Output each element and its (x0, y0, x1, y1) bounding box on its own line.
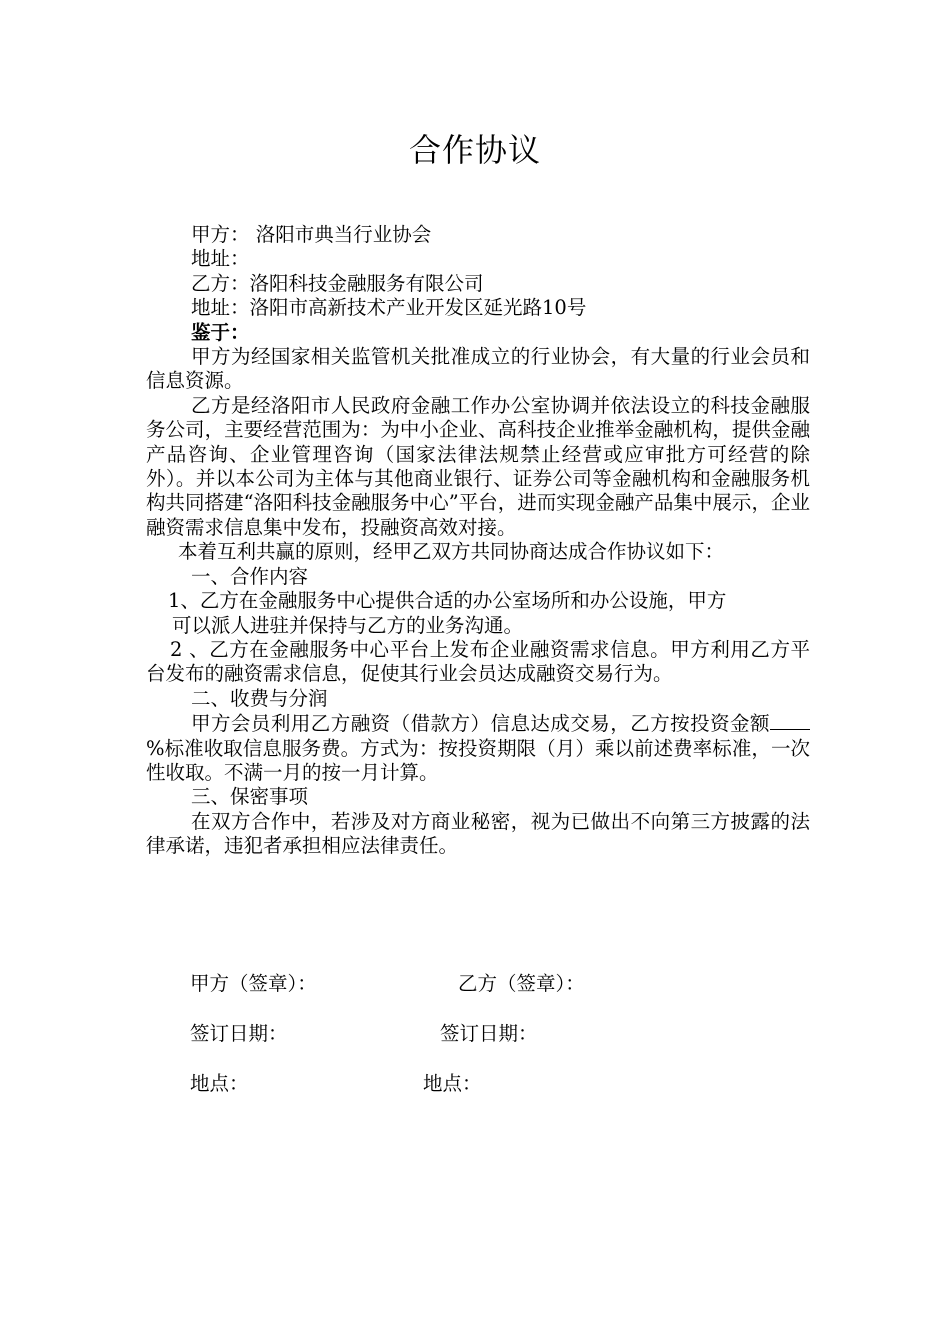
fee-rate-blank (770, 711, 810, 730)
fee-paragraph (146, 711, 810, 785)
document-title: 合作协议 (408, 131, 541, 169)
item1-line1: 1、乙方在金融服务中心提供合适的办公室场所和办公设施，甲方 (168, 589, 727, 613)
party-a-seal-label: 甲方（签章）： (190, 972, 317, 995)
party-b-seal-label: 乙方（签章）： (458, 972, 585, 995)
principle-paragraph: 本着互利共赢的原则，经甲乙双方共同协商达成合作协议如下： (178, 540, 725, 564)
whereas-heading: 鉴于： (191, 320, 250, 344)
confidentiality-paragraph: 在双方合作中，若涉及对方商业秘密，视为已做出不向第三方披露的法律承诺，违犯者承担相应法律责任。 (146, 809, 810, 858)
party-a-date-label: 签订日期： (190, 1022, 288, 1045)
party-b-description: 乙方是经洛阳市人民政府金融工作办公室协调并依法设立的科技金融服务公司，主要经营范围为：为中小企业、高科技企业推举金融机构，提供金融产品咨询、企业管理咨询（国家法律法规禁止经营或应审批方可经营的除外）。并以本公司为主体与其他商业银行、证券公司等金融机构和金融服务机构共同搭建“洛阳科技金融服务中心”平台，进而实现金融产品集中展示，企业融资需求信息集中发布，投融资高效对接。 (146, 393, 810, 539)
party-b-address: 地址：洛阳市高新技术产业开发区延光路10号 (191, 296, 587, 320)
section2-title: 二、收费与分润 (191, 686, 328, 710)
party-b-date-label: 签订日期： (440, 1022, 538, 1045)
party-a-address: 地址： (191, 247, 250, 271)
party-a-place-label: 地点： (190, 1072, 249, 1095)
section1-title: 一、合作内容 (191, 564, 309, 588)
party-b-line: 乙方：洛阳科技金融服务有限公司 (191, 271, 484, 295)
item2-paragraph: 2 、乙方在金融服务中心平台上发布企业融资需求信息。甲方利用乙方平台发布的融资需求信息，促使其行业会员达成融资交易行为。 (146, 637, 810, 686)
party-a-description: 甲方为经国家相关监管机关批准成立的行业协会，有大量的行业会员和信息资源。 (146, 345, 810, 393)
fee-text-before: 甲方会员利用乙方融资（借款方）信息达成交易，乙方按投资金额 (191, 712, 770, 736)
fee-text-after: %标准收取信息服务费。方式为：按投资期限（月）乘以前述费率标准，一次性收取。不满一月的按一月计算。 (146, 736, 810, 784)
party-b-place-label: 地点： (423, 1072, 482, 1095)
item1-line2: 可以派人进驻并保持与乙方的业务沟通。 (172, 613, 524, 637)
section3-title: 三、保密事项 (191, 785, 309, 809)
party-a-line: 甲方： 洛阳市典当行业协会 (191, 223, 432, 246)
agreement-body (146, 223, 810, 859)
